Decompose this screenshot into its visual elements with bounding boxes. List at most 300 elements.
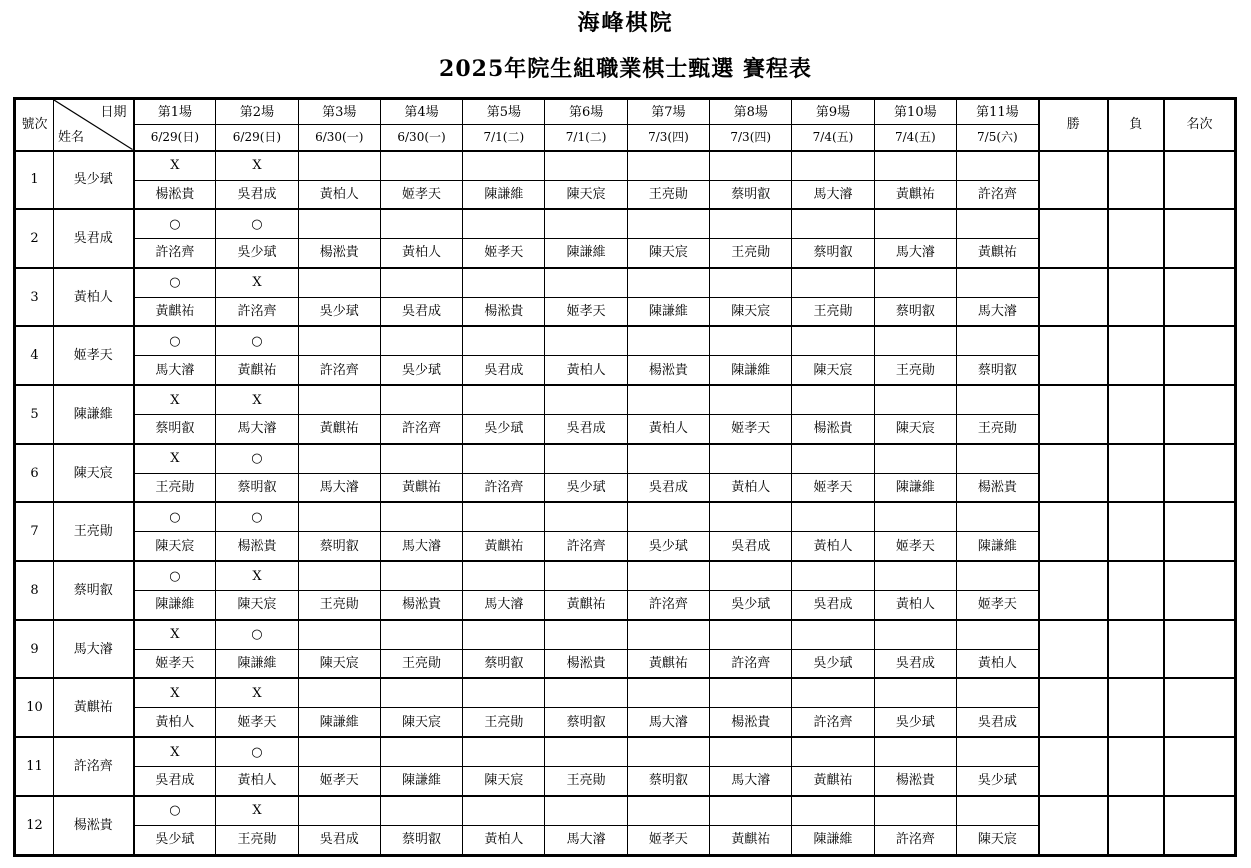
result-cell [956,444,1038,474]
result-cell: ○ [216,620,298,650]
wins-cell [1039,209,1108,268]
result-cell [298,209,380,239]
result-cell: X [216,385,298,415]
opponent-cell: 吳少珷 [792,649,874,678]
opponent-cell: 蔡明叡 [792,239,874,268]
opponent-cell: 姬孝天 [710,415,792,444]
result-cell: X [216,796,298,826]
result-cell [380,737,462,767]
opponent-cell: 吳君成 [216,180,298,209]
result-cell [380,796,462,826]
result-cell [545,209,627,239]
result-cell: ○ [216,737,298,767]
result-cell [956,385,1038,415]
player-number: 8 [15,561,54,620]
result-cell [298,151,380,181]
rank-cell [1164,326,1236,385]
wins-cell [1039,268,1108,327]
opponent-cell: 陳天宸 [134,532,216,561]
opponent-cell: 楊淞貴 [463,297,545,326]
losses-cell [1108,561,1164,620]
rank-cell [1164,444,1236,503]
result-cell [792,385,874,415]
result-cell [956,737,1038,767]
opponent-cell: 黃柏人 [792,532,874,561]
opponent-cell: 陳天宸 [380,708,462,737]
opponent-cell: 吳君成 [627,473,709,502]
round-label: 第1場 [134,99,216,125]
opponent-cell: 楊淞貴 [545,649,627,678]
opponent-cell: 黃柏人 [298,180,380,209]
opponent-cell: 姬孝天 [216,708,298,737]
result-cell [627,268,709,298]
player-number: 6 [15,444,54,503]
result-cell [792,209,874,239]
round-date: 7/5(六) [956,125,1038,151]
opponent-cell: 蔡明叡 [216,473,298,502]
wins-cell [1039,385,1108,444]
player-result-row [15,385,1236,415]
rank-cell [1164,678,1236,737]
wins-cell [1039,561,1108,620]
opponent-cell: 王亮勛 [627,180,709,209]
opponent-cell: 姬孝天 [134,649,216,678]
opponent-cell: 陳謙維 [134,591,216,620]
result-cell [380,444,462,474]
result-cell [298,620,380,650]
player-number: 7 [15,502,54,561]
result-cell [956,151,1038,181]
result-cell [545,737,627,767]
opponent-cell: 馬大濬 [380,532,462,561]
opponent-cell: 陳天宸 [710,297,792,326]
result-cell [874,151,956,181]
result-cell [463,502,545,532]
rank-cell [1164,268,1236,327]
opponent-cell: 蔡明叡 [627,767,709,796]
result-cell [380,678,462,708]
opponent-cell: 黃柏人 [956,649,1038,678]
player-name: 蔡明叡 [54,561,134,620]
rank-cell [1164,151,1236,210]
wins-cell [1039,678,1108,737]
result-cell [792,444,874,474]
result-cell [463,561,545,591]
header-corner [54,99,134,151]
opponent-cell: 陳謙維 [545,239,627,268]
result-cell [463,151,545,181]
result-cell [710,326,792,356]
opponent-cell: 楊淞貴 [298,239,380,268]
opponent-cell: 吳君成 [545,415,627,444]
losses-cell [1108,737,1164,796]
opponent-cell: 黃麒祐 [710,825,792,855]
opponent-cell: 馬大濬 [216,415,298,444]
opponent-cell: 黃麒祐 [463,532,545,561]
result-cell: X [134,385,216,415]
opponent-cell: 王亮勛 [134,473,216,502]
wins-cell [1039,796,1108,856]
losses-cell [1108,502,1164,561]
opponent-cell: 陳謙維 [216,649,298,678]
result-cell [298,796,380,826]
result-cell [463,209,545,239]
result-cell [956,796,1038,826]
opponent-cell: 王亮勛 [710,239,792,268]
player-name: 陳天宸 [54,444,134,503]
opponent-cell: 吳君成 [463,356,545,385]
result-cell [627,385,709,415]
result-cell: ○ [216,502,298,532]
opponent-cell: 王亮勛 [216,825,298,855]
opponent-cell: 王亮勛 [380,649,462,678]
opponent-cell: 許洺齊 [710,649,792,678]
round-date: 7/3(四) [710,125,792,151]
opponent-cell: 王亮勛 [545,767,627,796]
opponent-cell: 許洺齊 [298,356,380,385]
opponent-cell: 楊淞貴 [956,473,1038,502]
opponent-cell: 蔡明叡 [874,297,956,326]
result-cell: X [216,151,298,181]
losses-cell [1108,385,1164,444]
rank-cell [1164,385,1236,444]
opponent-cell: 黃麒祐 [298,415,380,444]
result-cell [463,268,545,298]
round-label: 第6場 [545,99,627,125]
player-name: 吳少珷 [54,151,134,210]
summary-header: 負 [1108,99,1164,151]
opponent-cell: 楊淞貴 [792,415,874,444]
result-cell [463,737,545,767]
result-cell [545,268,627,298]
round-label: 第4場 [380,99,462,125]
result-cell: X [216,268,298,298]
result-cell [710,209,792,239]
opponent-cell: 吳少珷 [380,356,462,385]
player-number: 10 [15,678,54,737]
opponent-cell: 楊淞貴 [134,180,216,209]
opponent-cell: 馬大濬 [874,239,956,268]
opponent-cell: 陳天宸 [874,415,956,444]
result-cell: ○ [216,444,298,474]
losses-cell [1108,796,1164,856]
player-name: 許洺齊 [54,737,134,796]
round-label: 第7場 [627,99,709,125]
org-title: 海峰棋院 [577,10,674,36]
result-cell [792,151,874,181]
wins-cell [1039,444,1108,503]
opponent-cell: 吳君成 [298,825,380,855]
result-cell [710,561,792,591]
round-date: 6/29(日) [216,125,298,151]
opponent-cell: 黃麒祐 [134,297,216,326]
opponent-cell: 黃柏人 [216,767,298,796]
losses-cell [1108,151,1164,210]
round-date: 7/4(五) [792,125,874,151]
opponent-cell: 陳謙維 [874,473,956,502]
round-label: 第8場 [710,99,792,125]
result-cell [874,385,956,415]
result-cell [298,326,380,356]
result-cell [627,561,709,591]
round-label: 第3場 [298,99,380,125]
opponent-cell: 陳謙維 [710,356,792,385]
opponent-cell: 馬大濬 [627,708,709,737]
opponent-cell: 陳謙維 [956,532,1038,561]
player-name: 姬孝天 [54,326,134,385]
player-name: 吳君成 [54,209,134,268]
result-cell [792,502,874,532]
opponent-cell: 姬孝天 [956,591,1038,620]
result-cell [710,268,792,298]
wins-cell [1039,620,1108,679]
opponent-cell: 黃柏人 [710,473,792,502]
result-cell [298,444,380,474]
opponent-cell: 姬孝天 [380,180,462,209]
opponent-cell: 黃麒祐 [545,591,627,620]
opponent-cell: 許洺齊 [380,415,462,444]
result-cell [792,326,874,356]
opponent-cell: 姬孝天 [874,532,956,561]
result-cell [627,209,709,239]
player-number: 11 [15,737,54,796]
result-cell [380,209,462,239]
result-cell [627,502,709,532]
result-cell [710,620,792,650]
result-cell [627,796,709,826]
opponent-cell: 蔡明叡 [380,825,462,855]
player-number: 5 [15,385,54,444]
opponent-cell: 吳君成 [956,708,1038,737]
result-cell [298,737,380,767]
opponent-cell: 蔡明叡 [298,532,380,561]
result-cell [463,326,545,356]
rank-cell [1164,502,1236,561]
opponent-cell: 姬孝天 [545,297,627,326]
result-cell [298,561,380,591]
result-cell: ○ [216,326,298,356]
opponent-cell: 王亮勛 [874,356,956,385]
result-cell [463,796,545,826]
result-cell [792,620,874,650]
player-result-row [15,151,1236,181]
opponent-cell: 黃柏人 [134,708,216,737]
result-cell [874,209,956,239]
opponent-cell: 吳君成 [380,297,462,326]
opponent-cell: 姬孝天 [463,239,545,268]
player-number: 12 [15,796,54,856]
opponent-cell: 黃柏人 [874,591,956,620]
result-cell [710,444,792,474]
result-cell [298,502,380,532]
opponent-cell: 蔡明叡 [956,356,1038,385]
opponent-cell: 許洺齊 [874,825,956,855]
result-cell: ○ [134,796,216,826]
losses-cell [1108,268,1164,327]
rank-cell [1164,209,1236,268]
opponent-cell: 姬孝天 [627,825,709,855]
result-cell [874,620,956,650]
result-cell [545,326,627,356]
result-cell [710,502,792,532]
result-cell [874,796,956,826]
result-cell: X [134,737,216,767]
player-result-row [15,502,1236,532]
result-cell [627,678,709,708]
result-cell [874,737,956,767]
round-date: 7/1(二) [463,125,545,151]
result-cell [380,151,462,181]
result-cell: X [134,151,216,181]
opponent-cell: 許洺齊 [216,297,298,326]
opponent-cell: 王亮勛 [956,415,1038,444]
opponent-cell: 陳謙維 [792,825,874,855]
result-cell [545,444,627,474]
result-cell: ○ [134,561,216,591]
result-cell: ○ [134,209,216,239]
player-result-row [15,561,1236,591]
result-cell: ○ [216,209,298,239]
round-date: 7/4(五) [874,125,956,151]
result-cell [710,151,792,181]
header-number: 號次 [15,99,54,151]
opponent-cell: 陳天宸 [298,649,380,678]
result-cell: X [216,678,298,708]
result-cell [627,444,709,474]
result-cell [956,268,1038,298]
player-name: 馬大濬 [54,620,134,679]
rank-cell [1164,561,1236,620]
round-label: 第10場 [874,99,956,125]
result-cell [792,678,874,708]
wins-cell [1039,737,1108,796]
round-label: 第11場 [956,99,1038,125]
schedule-table [13,97,1237,857]
opponent-cell: 吳少珷 [627,532,709,561]
result-cell: X [134,620,216,650]
result-cell [545,561,627,591]
opponent-cell: 吳君成 [710,532,792,561]
result-cell [380,326,462,356]
opponent-cell: 吳君成 [134,767,216,796]
result-cell [710,678,792,708]
result-cell [874,326,956,356]
opponent-cell: 馬大濬 [298,473,380,502]
result-cell [380,385,462,415]
round-date: 7/3(四) [627,125,709,151]
opponent-cell: 陳天宸 [627,239,709,268]
opponent-cell: 王亮勛 [463,708,545,737]
result-cell [710,737,792,767]
player-number: 1 [15,151,54,210]
player-result-row [15,326,1236,356]
player-result-row [15,268,1236,298]
result-cell [545,502,627,532]
player-name: 黃柏人 [54,268,134,327]
opponent-cell: 許洺齊 [792,708,874,737]
corner-name-label: 姓名 [58,129,85,145]
opponent-cell: 馬大濬 [463,591,545,620]
opponent-cell: 陳天宸 [216,591,298,620]
opponent-cell: 吳少珷 [874,708,956,737]
opponent-cell: 楊淞貴 [216,532,298,561]
opponent-cell: 許洺齊 [627,591,709,620]
result-cell [380,502,462,532]
opponent-cell: 吳君成 [792,591,874,620]
opponent-cell: 黃柏人 [380,239,462,268]
losses-cell [1108,444,1164,503]
opponent-cell: 吳少珷 [134,825,216,855]
opponent-cell: 楊淞貴 [874,767,956,796]
opponent-cell: 吳少珷 [298,297,380,326]
result-cell [874,502,956,532]
opponent-cell: 陳天宸 [545,180,627,209]
round-label: 第9場 [792,99,874,125]
result-cell [792,268,874,298]
opponent-cell: 陳天宸 [792,356,874,385]
opponent-cell: 王亮勛 [792,297,874,326]
opponent-cell: 楊淞貴 [710,708,792,737]
result-cell [545,796,627,826]
round-date: 6/30(一) [380,125,462,151]
opponent-cell: 蔡明叡 [134,415,216,444]
result-cell [956,326,1038,356]
round-date: 7/1(二) [545,125,627,151]
result-cell [792,561,874,591]
player-name: 王亮勛 [54,502,134,561]
result-cell [956,678,1038,708]
result-cell [874,268,956,298]
opponent-cell: 蔡明叡 [545,708,627,737]
opponent-cell: 陳天宸 [956,825,1038,855]
player-result-row [15,620,1236,650]
result-cell [298,678,380,708]
opponent-cell: 蔡明叡 [710,180,792,209]
result-cell [627,151,709,181]
opponent-cell: 許洺齊 [134,239,216,268]
losses-cell [1108,620,1164,679]
result-cell [874,444,956,474]
round-label: 第5場 [463,99,545,125]
result-cell [956,620,1038,650]
player-result-row [15,209,1236,239]
result-cell [380,620,462,650]
summary-header: 勝 [1039,99,1108,151]
result-cell [792,796,874,826]
corner-date-label: 日期 [100,105,127,120]
result-cell [874,678,956,708]
player-name: 楊淞貴 [54,796,134,856]
player-number: 9 [15,620,54,679]
rank-cell [1164,796,1236,856]
opponent-cell: 姬孝天 [298,767,380,796]
opponent-cell: 馬大濬 [134,356,216,385]
opponent-cell: 王亮勛 [298,591,380,620]
round-date: 6/29(日) [134,125,216,151]
opponent-cell: 陳謙維 [380,767,462,796]
result-cell [874,561,956,591]
opponent-cell: 姬孝天 [792,473,874,502]
player-result-row [15,796,1236,826]
result-cell [545,151,627,181]
opponent-cell: 陳謙維 [627,297,709,326]
result-cell [463,678,545,708]
player-result-row [15,678,1236,708]
opponent-cell: 黃柏人 [627,415,709,444]
opponent-cell: 馬大濬 [956,297,1038,326]
opponent-cell: 吳少珷 [463,415,545,444]
opponent-cell: 陳天宸 [463,767,545,796]
